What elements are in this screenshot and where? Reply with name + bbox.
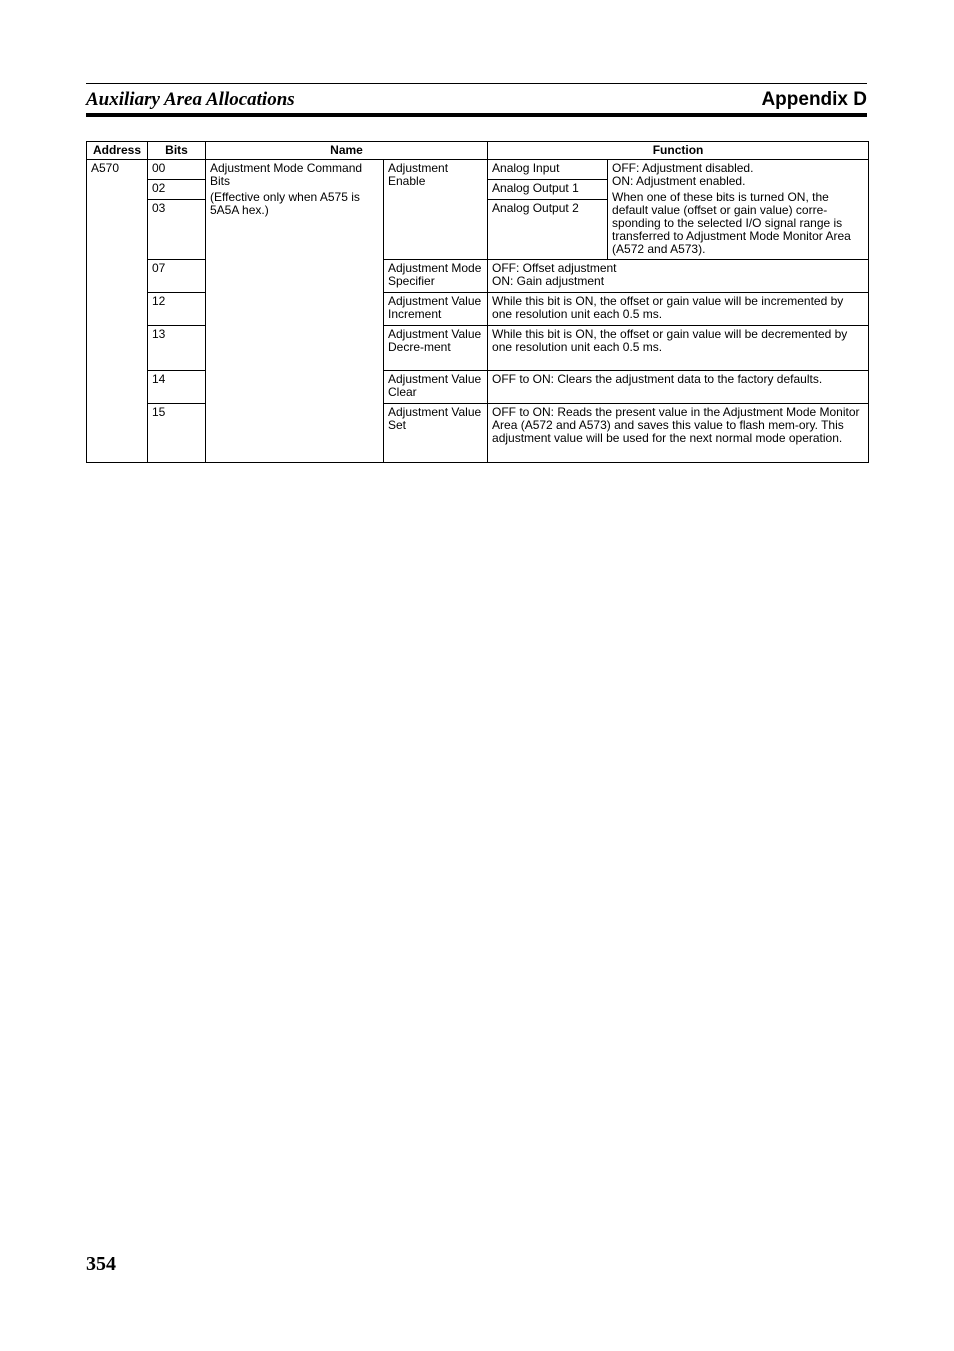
auxiliary-area-table bbox=[86, 141, 869, 463]
table-row bbox=[87, 371, 869, 404]
sub-name-cell: Adjustment Mode Specifier bbox=[384, 260, 488, 293]
bits-cell: 00 bbox=[148, 160, 206, 180]
header-rule-bottom bbox=[86, 113, 867, 117]
bits-cell: 14 bbox=[148, 371, 206, 404]
function-cell bbox=[608, 160, 869, 260]
sub-name-cell: Adjustment Value Increment bbox=[384, 293, 488, 326]
header-rule-top bbox=[86, 83, 867, 84]
bits-cell: 15 bbox=[148, 404, 206, 463]
function-text: ON: Adjustment enabled. bbox=[612, 174, 746, 188]
column-header-address: Address bbox=[87, 142, 148, 160]
function-cell: While this bit is ON, the offset or gain value will be incremented by one resolution unit each 0.5 ms. bbox=[488, 293, 869, 326]
column-header-function: Function bbox=[488, 142, 869, 160]
column-header-name: Name bbox=[206, 142, 488, 160]
name-note: (Effective only when A575 is 5A5A hex.) bbox=[210, 190, 360, 217]
function-text: ON: Gain adjustment bbox=[492, 274, 605, 288]
table-header-row bbox=[87, 142, 869, 160]
bits-cell: 03 bbox=[148, 200, 206, 260]
sub-name-cell: Adjustment Enable bbox=[384, 160, 488, 260]
bits-cell: 07 bbox=[148, 260, 206, 293]
section-title: Auxiliary Area Allocations bbox=[86, 89, 295, 110]
sub-name-cell: Adjustment Value Decre-ment bbox=[384, 326, 488, 371]
bits-cell: 02 bbox=[148, 180, 206, 200]
function-cell: OFF to ON: Reads the present value in the Adjustment Mode Monitor Area (A572 and A573) and saves this value to flash mem-ory. This adjustment value will be used for the next normal mode operation. bbox=[488, 404, 869, 463]
function-text: When one of these bits is turned ON, the default value (offset or gain value) corre-sponding to the selected I/O signal range is transferred to Adjustment Mode Monitor Area (A572 and A573). bbox=[612, 190, 851, 256]
function-text: OFF: Adjustment disabled. bbox=[612, 161, 754, 175]
target-cell: Analog Input bbox=[488, 160, 608, 180]
name-text: Adjustment Mode Command Bits bbox=[210, 161, 363, 188]
function-cell: While this bit is ON, the offset or gain value will be decremented by one resolution unit each 0.5 ms. bbox=[488, 326, 869, 371]
page-number: 354 bbox=[86, 1253, 116, 1275]
table-row bbox=[87, 293, 869, 326]
table-row bbox=[87, 160, 869, 180]
sub-name-cell: Adjustment Value Set bbox=[384, 404, 488, 463]
function-cell bbox=[488, 260, 869, 293]
bits-cell: 13 bbox=[148, 326, 206, 371]
sub-name-cell: Adjustment Value Clear bbox=[384, 371, 488, 404]
target-cell: Analog Output 2 bbox=[488, 200, 608, 260]
table-row bbox=[87, 326, 869, 371]
target-cell: Analog Output 1 bbox=[488, 180, 608, 200]
appendix-label: Appendix D bbox=[761, 89, 867, 110]
table-row bbox=[87, 404, 869, 463]
table-row bbox=[87, 260, 869, 293]
function-text: OFF: Offset adjustment bbox=[492, 261, 617, 275]
address-cell: A570 bbox=[87, 160, 148, 463]
column-header-bits: Bits bbox=[148, 142, 206, 160]
function-cell: OFF to ON: Clears the adjustment data to the factory defaults. bbox=[488, 371, 869, 404]
name-cell bbox=[206, 160, 384, 463]
bits-cell: 12 bbox=[148, 293, 206, 326]
